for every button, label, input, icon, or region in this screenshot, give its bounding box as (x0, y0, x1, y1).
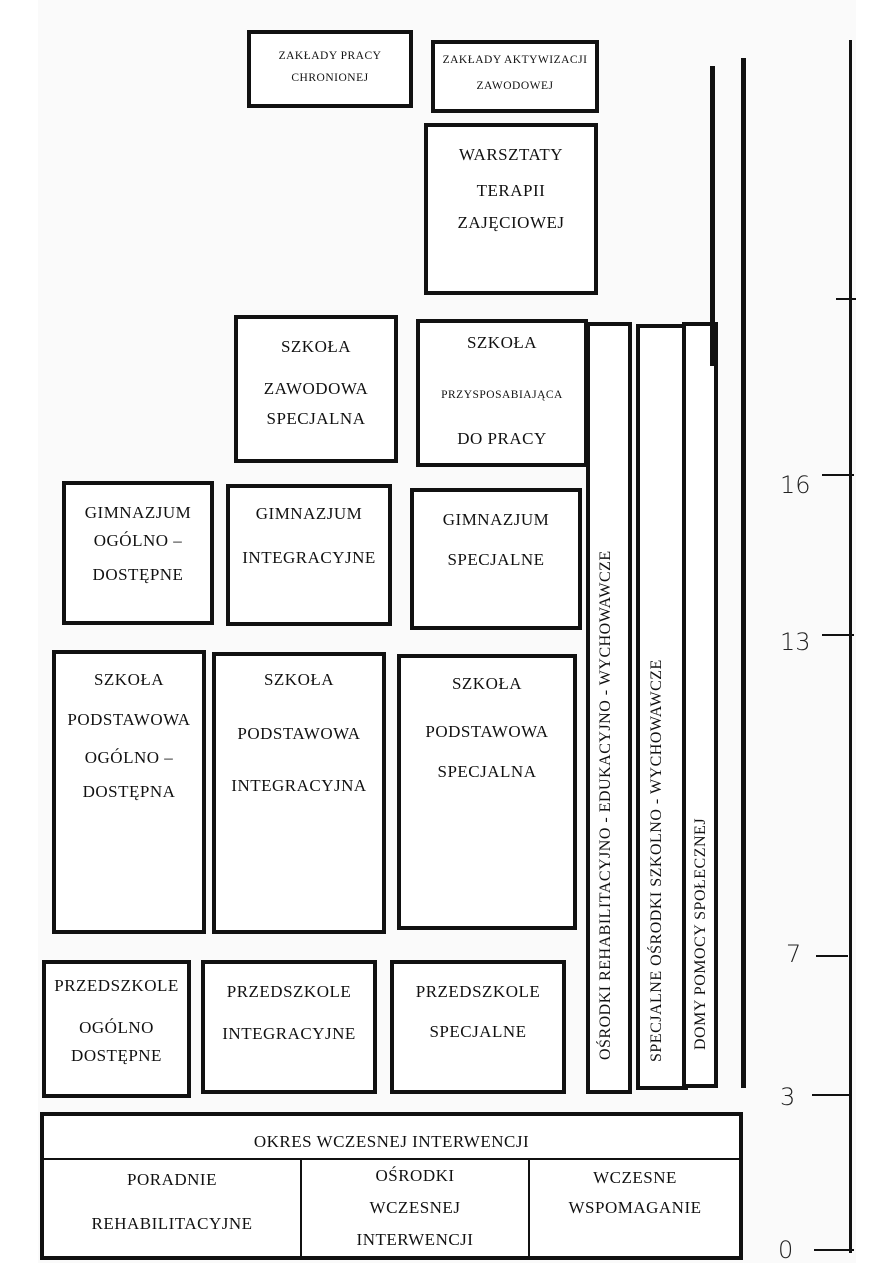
box-label-line: WARSZTATY (458, 145, 564, 164)
box-label-line: SPECJALNE (429, 1022, 527, 1041)
cell-label-line: PORADNIE (127, 1170, 217, 1189)
cell-label-line: WSPOMAGANIE (568, 1198, 702, 1217)
long-vertical-line (741, 58, 746, 1088)
gimnazjum-specjalne-box (410, 488, 582, 630)
box-label-line: ZAWODOWEJ (476, 80, 554, 92)
okres-wczesnej-interwencji-header: OKRES WCZESNEJ INTERWENCJI (44, 1116, 739, 1160)
box-label-line: DOSTĘPNA (82, 782, 176, 801)
poradnie-rehabilitacyjne-cell (44, 1158, 300, 1256)
long-vertical-line (710, 66, 715, 366)
box-label-line: SPECJALNA (437, 762, 537, 781)
cell-label-line: WCZESNE (593, 1168, 677, 1187)
age-tick-label-3: 3 (780, 1083, 796, 1111)
box-label-line: OGÓLNO (79, 1018, 154, 1037)
cell-label-line: REHABILITACYJNE (91, 1214, 253, 1233)
box-label-line: INTEGRACYJNA (231, 776, 367, 795)
warsztaty-terapii-zajeciowej-box (424, 123, 598, 295)
box-label-line: SZKOŁA (451, 674, 523, 693)
box-label-line: OGÓLNO – (84, 748, 174, 767)
box-label-line: PRZYSPOSABIAJĄCA (441, 389, 563, 401)
age-tick (814, 1249, 854, 1251)
box-label-line: SZKOŁA (280, 337, 352, 356)
box-label-line: CHRONIONEJ (291, 72, 369, 84)
box-label-line: PODSTAWOWA (67, 710, 191, 729)
box-label-line: GIMNAZJUM (255, 504, 363, 523)
przedszkole-integracyjne-box (201, 960, 377, 1094)
szkola-podstawowa-ogolnodostepna-box (52, 650, 206, 934)
gimnazjum-integracyjne-box (226, 484, 392, 626)
age-tick (836, 298, 856, 300)
age-axis-line (849, 40, 852, 1253)
przedszkole-ogolnodostepne-box (42, 960, 191, 1098)
age-tick-label-7: 7 (786, 940, 802, 968)
okres-wczesnej-interwencji-box (40, 1112, 743, 1260)
box-label-line: PODSTAWOWA (237, 724, 361, 743)
box-label-line: INTEGRACYJNE (222, 1024, 356, 1043)
wczesne-wspomaganie-cell (530, 1158, 740, 1256)
age-tick (822, 474, 854, 476)
szkola-podstawowa-integracyjna-box (212, 652, 386, 934)
box-label-line: ZAKŁADY PRACY (278, 50, 382, 62)
box-label-line: ZAKŁADY AKTYWIZACJI (442, 54, 588, 66)
box-label-line: SZKOŁA (263, 670, 335, 689)
specjalne-osrodki-label: SPECJALNE OŚRODKI SZKOLNO - WYCHOWAWCZE (648, 659, 665, 1062)
box-label-line: DO PRACY (457, 429, 547, 448)
age-tick-label-13: 13 (780, 628, 811, 656)
age-tick (822, 634, 854, 636)
age-tick (812, 1094, 852, 1096)
age-tick-label-0: 0 (778, 1236, 794, 1264)
box-label-line: GIMNAZJUM (84, 503, 192, 522)
przedszkole-specjalne-box (390, 960, 566, 1094)
box-label-line: GIMNAZJUM (442, 510, 550, 529)
cell-label-line: OŚRODKI (375, 1166, 455, 1185)
box-label-line: PRZEDSZKOLE (226, 982, 352, 1001)
cell-label-line: INTERWENCJI (356, 1230, 474, 1249)
szkola-zawodowa-specjalna-box (234, 315, 398, 463)
zaklady-pracy-chronionej-box (247, 30, 413, 108)
domy-pomocy-label: DOMY POMOCY SPOŁECZNEJ (692, 817, 709, 1050)
box-label-line: SPECJALNA (266, 409, 366, 428)
zaklady-aktywizacji-zawodowej-box (431, 40, 599, 113)
box-label-line: SPECJALNE (447, 550, 545, 569)
box-label-line: OGÓLNO – (93, 531, 183, 550)
box-label-line: INTEGRACYJNE (242, 548, 376, 567)
szkola-przysposabiajaca-box (416, 319, 588, 467)
osrodki-rew-label: OŚRODKI REHABILITACYJNO - EDUKACYJNO - WYCHOWAWCZE (597, 550, 614, 1060)
gimnazjum-ogolnodostepne-box (62, 481, 214, 625)
box-label-line: PODSTAWOWA (425, 722, 549, 741)
age-tick (816, 955, 848, 957)
box-label-line: PRZEDSZKOLE (54, 976, 179, 995)
box-label-line: ZAWODOWA (263, 379, 369, 398)
box-label-line: SZKOŁA (466, 333, 538, 352)
box-label-line: ZAJĘCIOWEJ (457, 213, 565, 232)
cell-label-line: WCZESNEJ (369, 1198, 461, 1217)
szkola-podstawowa-specjalna-box (397, 654, 577, 930)
box-label-line: PRZEDSZKOLE (415, 982, 541, 1001)
box-label-line: DOSTĘPNE (71, 1046, 162, 1065)
osrodki-wczesnej-interwencji-cell (302, 1158, 528, 1256)
age-tick-label-16: 16 (780, 471, 811, 499)
box-label-line: SZKOŁA (93, 670, 165, 689)
box-label-line: DOSTĘPNE (92, 565, 184, 584)
box-label-line: TERAPII (476, 181, 546, 200)
